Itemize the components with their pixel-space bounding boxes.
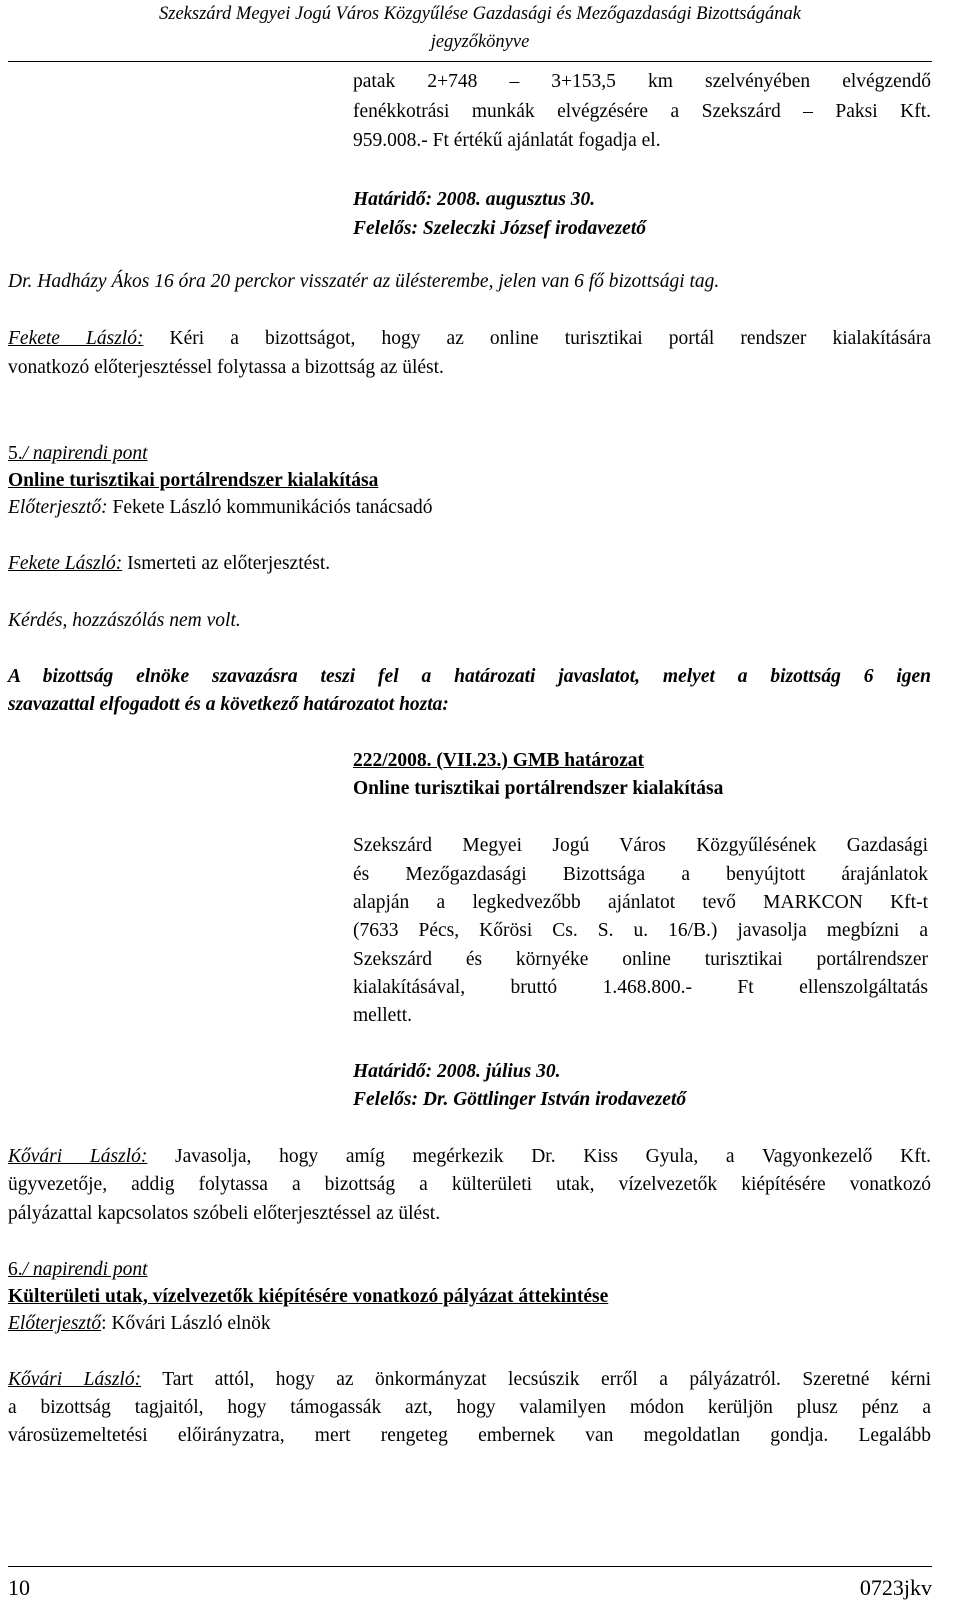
resolution-text-line: kialakításával, bruttó 1.468.800.- Ft ellenszolgáltatás xyxy=(353,977,928,998)
resolution-text-line: Szekszárd és környéke online turisztikai portálrendszer xyxy=(353,949,928,970)
no-questions-note: Kérdés, hozzászólás nem volt. xyxy=(8,610,241,631)
fekete-statement-line xyxy=(8,325,931,353)
kovari-statement-line: ügyvezetője, addig folytassa a bizottság a külterületi utak, vízelvezetők kiépítésére vonatkozó xyxy=(8,1174,931,1195)
agenda-item-5-title: Online turisztikai portálrendszer kialakítása xyxy=(8,470,379,491)
agenda-item-5-heading xyxy=(8,440,148,468)
statement-text: Javasolja, hogy amíg megérkezik Dr. Kiss Gyula, a Vagyonkezelő Kft. xyxy=(147,1146,931,1167)
resolution-title: Online turisztikai portálrendszer kialakítása xyxy=(353,778,724,799)
kovari-statement-line: pályázattal kapcsolatos szóbeli előterjesztéssel az ülést. xyxy=(8,1203,441,1224)
agenda-item-6-heading xyxy=(8,1256,148,1284)
statement-text: Kéri a bizottságot, hogy az online turisztikai portál rendszer kialakítására xyxy=(143,328,931,349)
statement-text: Ismerteti az előterjesztést. xyxy=(122,553,331,574)
resolution-text-line: Szekszárd Megyei Jogú Város Közgyűlésének Gazdasági xyxy=(353,835,928,856)
resolution-deadline: Határidő: 2008. július 30. xyxy=(353,1061,561,1082)
resolution-number: 222/2008. (VII.23.) GMB határozat xyxy=(353,750,645,771)
block1-line: patak 2+748 – 3+153,5 km szelvényében elvégzendő xyxy=(353,71,931,92)
agenda-label: / napirendi pont xyxy=(22,443,148,464)
agenda-item-5-presenter xyxy=(8,494,433,522)
footer-divider xyxy=(8,1566,932,1567)
resolution-text-line: alapján a legkedvezőbb ajánlatot tevő MARKCON Kft-t xyxy=(353,892,928,913)
block1-responsible: Felelős: Szeleczki József irodavezető xyxy=(353,218,646,239)
vote-statement-line: szavazattal elfogadott és a következő határozatot hozta: xyxy=(8,694,449,715)
header-title: Szekszárd Megyei Jogú Város Közgyűlése Gazdasági és Mezőgazdasági Bizottságának xyxy=(159,4,801,24)
speaker-name: Kővári László: xyxy=(8,1146,148,1167)
kovari-statement-line xyxy=(8,1143,931,1171)
header-subtitle: jegyzőkönyve xyxy=(430,32,530,52)
kovari2-statement-line: városüzemeltetési előirányzatra, mert rengeteg embernek van megoldatlan gondja. Legalább xyxy=(8,1425,931,1446)
presenter-name: Fekete László kommunikációs tanácsadó xyxy=(107,497,433,518)
agenda-label: / napirendi pont xyxy=(22,1259,148,1280)
header-divider xyxy=(8,61,932,62)
vote-statement-line: A bizottság elnöke szavazásra teszi fel a határozati javaslatot, melyet a bizottság 6 igen xyxy=(8,666,931,687)
presenter-label: Előterjesztő xyxy=(8,1313,102,1334)
statement-text: Tart attól, hogy az önkormányzat lecsúszik erről a pályázatról. Szeretné kérni xyxy=(141,1369,931,1390)
agenda-number: 5. xyxy=(8,443,23,464)
resolution-responsible: Felelős: Dr. Göttlinger István irodavezető xyxy=(353,1089,687,1110)
resolution-text-line: (7633 Pécs, Kőrösi Cs. S. u. 16/B.) javasolja megbízni a xyxy=(353,920,928,941)
presenter-label: Előterjesztő: xyxy=(8,497,108,518)
agenda-number: 6. xyxy=(8,1259,23,1280)
block1-line: fenékkotrási munkák elvégzésére a Szekszárd – Paksi Kft. xyxy=(353,101,931,122)
block1-deadline: Határidő: 2008. augusztus 30. xyxy=(353,189,596,210)
agenda-item-6-presenter xyxy=(8,1310,271,1338)
block1-line: 959.008.- Ft értékű ajánlatát fogadja el. xyxy=(353,130,661,151)
agenda-item-6-title: Külterületi utak, vízelvezetők kiépítésére vonatkozó pályázat áttekintése xyxy=(8,1286,609,1307)
speaker-name: Kővári László: xyxy=(8,1369,142,1390)
note-hadhazy: Dr. Hadházy Ákos 16 óra 20 perckor visszatér az ülésterembe, jelen van 6 fő bizottsági tag. xyxy=(8,271,720,292)
resolution-text-line: mellett. xyxy=(353,1005,413,1026)
resolution-text-line: és Mezőgazdasági Bizottsága a benyújtott árajánlatok xyxy=(353,864,928,885)
kovari2-statement-line: a bizottság tagjaitól, hogy támogassák azt, hogy valamilyen módon kerüljön plusz pénz a xyxy=(8,1397,931,1418)
agenda-item-5-speaker xyxy=(8,550,330,578)
fekete-statement-line: vonatkozó előterjesztéssel folytassa a bizottság az ülést. xyxy=(8,357,444,378)
speaker-name: Fekete László: xyxy=(8,553,123,574)
presenter-name: : Kővári László elnök xyxy=(101,1313,271,1334)
document-code: 0723jkv xyxy=(859,1575,932,1600)
speaker-name: Fekete László: xyxy=(8,328,144,349)
page-number: 10 xyxy=(8,1575,30,1600)
kovari2-statement-line xyxy=(8,1366,931,1394)
